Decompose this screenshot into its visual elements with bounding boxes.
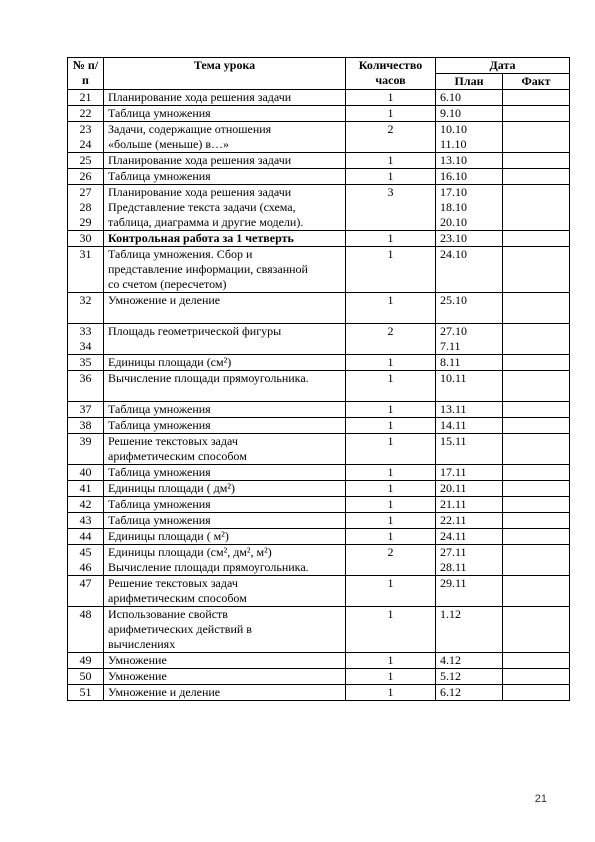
lesson-topic <box>104 247 346 293</box>
lesson-number-line: 34 <box>79 339 92 353</box>
lesson-topic-line: Таблица умножения <box>108 513 211 527</box>
plan-date-line: 20.10 <box>440 215 467 229</box>
lesson-number-line: 28 <box>79 200 92 214</box>
lesson-topic-line: Контрольная работа за 1 четверть <box>108 231 294 245</box>
lesson-number-line: 26 <box>79 169 92 183</box>
fact-date <box>503 529 570 545</box>
lesson-hours: 1 <box>346 529 436 545</box>
plan-date <box>436 607 503 653</box>
lesson-number-line: 36 <box>79 371 92 385</box>
table-row <box>68 122 570 153</box>
lesson-number <box>68 324 104 355</box>
plan-date <box>436 576 503 607</box>
lesson-topic-line: Таблица умножения <box>108 497 211 511</box>
lesson-number-line: 42 <box>79 497 92 511</box>
plan-date-line: 17.10 <box>440 185 467 199</box>
table-row <box>68 231 570 247</box>
lesson-number <box>68 607 104 653</box>
lesson-topic <box>104 481 346 497</box>
fact-date <box>503 481 570 497</box>
lesson-hours: 2 <box>346 324 436 355</box>
lesson-topic-line: Вычисление площади прямоугольника. <box>108 371 309 385</box>
lesson-topic-line: Единицы площади (см², дм², м²) <box>108 545 272 559</box>
fact-date <box>503 434 570 465</box>
plan-date-line: 28.11 <box>440 560 467 574</box>
fact-date <box>503 293 570 324</box>
lesson-hours: 1 <box>346 434 436 465</box>
lesson-number <box>68 371 104 402</box>
plan-date <box>436 685 503 701</box>
lesson-hours: 1 <box>346 513 436 529</box>
lesson-number-line: 21 <box>79 90 92 104</box>
lesson-number-line: 43 <box>79 513 92 527</box>
lesson-number-line: 27 <box>79 185 92 199</box>
table-row <box>68 497 570 513</box>
header-num: № п/п <box>68 58 104 90</box>
lesson-topic <box>104 497 346 513</box>
lesson-hours: 1 <box>346 653 436 669</box>
plan-date-line: 17.11 <box>440 465 467 479</box>
fact-date <box>503 231 570 247</box>
fact-date <box>503 122 570 153</box>
fact-date <box>503 355 570 371</box>
table-row <box>68 513 570 529</box>
plan-date <box>436 402 503 418</box>
lesson-topic-line: арифметических действий в <box>108 622 252 636</box>
lesson-topic <box>104 685 346 701</box>
plan-date <box>436 529 503 545</box>
plan-date-line: 18.10 <box>440 200 467 214</box>
lesson-topic-line: Планирование хода решения задачи <box>108 153 292 167</box>
table-row <box>68 371 570 402</box>
lesson-hours: 1 <box>346 576 436 607</box>
header-date: Дата <box>436 58 570 74</box>
lesson-number-line: 48 <box>79 607 92 621</box>
plan-date <box>436 324 503 355</box>
lesson-number <box>68 529 104 545</box>
lesson-topic <box>104 513 346 529</box>
plan-date <box>436 185 503 231</box>
plan-date <box>436 669 503 685</box>
table-row <box>68 434 570 465</box>
lesson-topic <box>104 418 346 434</box>
lesson-number-line: 51 <box>79 685 92 699</box>
lesson-topic-line: Умножение и деление <box>108 685 221 699</box>
lesson-topic-line: Умножение и деление <box>108 293 221 307</box>
lesson-topic-line: Таблица умножения <box>108 465 211 479</box>
plan-date <box>436 106 503 122</box>
plan-date-line: 5.12 <box>440 669 461 683</box>
lesson-topic-line: Единицы площади ( дм²) <box>108 481 235 495</box>
lesson-number <box>68 247 104 293</box>
lesson-topic <box>104 371 346 402</box>
lesson-topic-line: представление информации, связанной <box>108 262 308 276</box>
lesson-topic <box>104 669 346 685</box>
table-row <box>68 90 570 106</box>
fact-date <box>503 576 570 607</box>
lesson-topic-line <box>108 386 341 401</box>
lesson-hours: 1 <box>346 231 436 247</box>
plan-date-line: 6.12 <box>440 685 461 699</box>
lesson-hours: 1 <box>346 669 436 685</box>
lesson-topic-line: Таблица умножения. Сбор и <box>108 247 253 261</box>
fact-date <box>503 685 570 701</box>
lesson-topic-line: Планирование хода решения задачи <box>108 90 292 104</box>
lesson-number <box>68 481 104 497</box>
table-row <box>68 669 570 685</box>
lesson-number-line: 45 <box>79 545 92 559</box>
lesson-topic <box>104 122 346 153</box>
lesson-topic <box>104 90 346 106</box>
plan-date-line: 6.10 <box>440 90 461 104</box>
lesson-topic <box>104 185 346 231</box>
lesson-number-line: 22 <box>79 106 92 120</box>
fact-date <box>503 247 570 293</box>
table-row <box>68 169 570 185</box>
lesson-hours: 1 <box>346 247 436 293</box>
table-row <box>68 106 570 122</box>
lesson-number-line: 37 <box>79 402 92 416</box>
plan-date-line: 1.12 <box>440 607 461 621</box>
lesson-number-line: 44 <box>79 529 92 543</box>
lesson-hours: 1 <box>346 402 436 418</box>
fact-date <box>503 545 570 576</box>
lesson-topic <box>104 355 346 371</box>
lesson-topic <box>104 545 346 576</box>
table-row <box>68 355 570 371</box>
lesson-number-line: 50 <box>79 669 92 683</box>
table-row <box>68 402 570 418</box>
lesson-hours: 2 <box>346 122 436 153</box>
lesson-number-line: 33 <box>79 324 92 338</box>
lesson-hours: 1 <box>346 169 436 185</box>
lesson-topic <box>104 231 346 247</box>
lesson-topic-line: арифметическим способом <box>108 449 247 463</box>
lesson-number-line: 40 <box>79 465 92 479</box>
fact-date <box>503 324 570 355</box>
table-row <box>68 545 570 576</box>
fact-date <box>503 465 570 481</box>
table-body <box>68 90 570 701</box>
lesson-hours: 3 <box>346 185 436 231</box>
lesson-topic <box>104 653 346 669</box>
plan-date <box>436 481 503 497</box>
lesson-topic-line: Вычисление площади прямоугольника. <box>108 560 309 574</box>
lesson-hours: 1 <box>346 293 436 324</box>
lesson-number <box>68 545 104 576</box>
lesson-topic <box>104 607 346 653</box>
lesson-number-line: 38 <box>79 418 92 432</box>
lesson-topic-line: Использование свойств <box>108 607 228 621</box>
lesson-number-line: 46 <box>79 560 92 574</box>
table-row <box>68 653 570 669</box>
plan-date <box>436 153 503 169</box>
plan-date-line: 25.10 <box>440 293 467 307</box>
lesson-number <box>68 576 104 607</box>
fact-date <box>503 653 570 669</box>
fact-date <box>503 90 570 106</box>
plan-date <box>436 231 503 247</box>
lesson-number-line: 29 <box>79 215 92 229</box>
fact-date <box>503 607 570 653</box>
plan-date-line: 4.12 <box>440 653 461 667</box>
lesson-topic-line: Представление текста задачи (схема, <box>108 200 296 214</box>
plan-date <box>436 513 503 529</box>
lesson-hours: 1 <box>346 685 436 701</box>
lesson-topic <box>104 169 346 185</box>
lesson-number <box>68 90 104 106</box>
fact-date <box>503 153 570 169</box>
plan-date-line: 13.10 <box>440 153 467 167</box>
lesson-topic-line: Решение текстовых задач <box>108 434 238 448</box>
lesson-number <box>68 513 104 529</box>
fact-date <box>503 402 570 418</box>
lesson-topic <box>104 434 346 465</box>
lesson-hours: 1 <box>346 371 436 402</box>
plan-date-line: 11.10 <box>440 137 467 151</box>
plan-date-line: 8.11 <box>440 355 461 369</box>
fact-date <box>503 169 570 185</box>
lesson-topic-line: вычислениях <box>108 637 176 651</box>
plan-date <box>436 247 503 293</box>
lesson-topic <box>104 465 346 481</box>
table-row <box>68 685 570 701</box>
table-row <box>68 465 570 481</box>
table-row <box>68 418 570 434</box>
lesson-number-line: 30 <box>79 231 92 245</box>
plan-date-line: 10.11 <box>440 371 467 385</box>
table-row <box>68 576 570 607</box>
lesson-hours: 1 <box>346 153 436 169</box>
fact-date <box>503 185 570 231</box>
lesson-hours: 1 <box>346 106 436 122</box>
plan-date <box>436 465 503 481</box>
lesson-number <box>68 418 104 434</box>
lesson-number <box>68 685 104 701</box>
lesson-number-line: 31 <box>79 247 92 261</box>
plan-date <box>436 355 503 371</box>
lesson-number <box>68 653 104 669</box>
lesson-topic-line: со счетом (пересчетом) <box>108 277 227 291</box>
lesson-number <box>68 355 104 371</box>
lesson-number <box>68 122 104 153</box>
lesson-hours: 2 <box>346 545 436 576</box>
header-fact: Факт <box>503 74 570 90</box>
lesson-topic-line: Планирование хода решения задачи <box>108 185 292 199</box>
header-hours: Количество часов <box>346 58 436 90</box>
lesson-topic <box>104 576 346 607</box>
lesson-number <box>68 153 104 169</box>
fact-date <box>503 497 570 513</box>
header-topic: Тема урока <box>104 58 346 90</box>
plan-date <box>436 418 503 434</box>
lesson-number-line: 47 <box>79 576 92 590</box>
fact-date <box>503 371 570 402</box>
lesson-topic-line: Умножение <box>108 669 167 683</box>
lesson-number-line: 25 <box>79 153 92 167</box>
lesson-hours: 1 <box>346 90 436 106</box>
table-row <box>68 607 570 653</box>
lesson-number-line: 49 <box>79 653 92 667</box>
lesson-number-line: 24 <box>79 137 92 151</box>
lesson-hours: 1 <box>346 481 436 497</box>
lesson-number <box>68 402 104 418</box>
lesson-number <box>68 497 104 513</box>
lesson-topic-line: Единицы площади (см²) <box>108 355 232 369</box>
lesson-number-line: 41 <box>79 481 92 495</box>
lesson-topic-line: Решение текстовых задач <box>108 576 238 590</box>
plan-date-line: 24.10 <box>440 247 467 261</box>
lesson-hours: 1 <box>346 418 436 434</box>
table-row <box>68 293 570 324</box>
lesson-plan-table <box>67 57 570 701</box>
lesson-number <box>68 231 104 247</box>
lesson-number-line: 39 <box>79 434 92 448</box>
lesson-topic-line: Таблица умножения <box>108 402 211 416</box>
plan-date <box>436 497 503 513</box>
lesson-number-line: 23 <box>79 122 92 136</box>
plan-date <box>436 90 503 106</box>
lesson-topic-line: Единицы площади ( м²) <box>108 529 229 543</box>
plan-date-line: 10.10 <box>440 122 467 136</box>
plan-date-line: 27.11 <box>440 545 467 559</box>
lesson-topic-line: Площадь геометрической фигуры <box>108 324 282 338</box>
fact-date <box>503 106 570 122</box>
plan-date-line: 23.10 <box>440 231 467 245</box>
plan-date <box>436 122 503 153</box>
fact-date <box>503 513 570 529</box>
lesson-topic-line <box>108 308 341 323</box>
header-plan: План <box>436 74 503 90</box>
plan-date-line: 20.11 <box>440 481 467 495</box>
plan-date-line: 27.10 <box>440 324 467 338</box>
lesson-number-line: 35 <box>79 355 92 369</box>
page-number: 21 <box>534 793 547 805</box>
lesson-hours: 1 <box>346 497 436 513</box>
fact-date <box>503 669 570 685</box>
plan-date <box>436 434 503 465</box>
plan-date-line: 16.10 <box>440 169 467 183</box>
plan-date <box>436 169 503 185</box>
lesson-topic-line: Задачи, содержащие отношения <box>108 122 272 136</box>
plan-date-line: 7.11 <box>440 339 461 353</box>
lesson-number <box>68 169 104 185</box>
lesson-number <box>68 434 104 465</box>
header-row <box>68 58 570 74</box>
lesson-number <box>68 293 104 324</box>
lesson-topic-line: Таблица умножения <box>108 106 211 120</box>
lesson-topic <box>104 106 346 122</box>
lesson-number <box>68 465 104 481</box>
lesson-topic-line: Таблица умножения <box>108 169 211 183</box>
lesson-topic-line: арифметическим способом <box>108 591 247 605</box>
plan-date-line: 15.11 <box>440 434 467 448</box>
lesson-number <box>68 185 104 231</box>
lesson-hours: 1 <box>346 355 436 371</box>
plan-date-line: 21.11 <box>440 497 467 511</box>
lesson-topic-line: таблица, диаграмма и другие модели). <box>108 215 304 229</box>
lesson-topic-line: «больше (меньше) в…» <box>108 137 230 151</box>
plan-date <box>436 545 503 576</box>
lesson-hours: 1 <box>346 465 436 481</box>
table-row <box>68 324 570 355</box>
plan-date <box>436 293 503 324</box>
lesson-number <box>68 106 104 122</box>
table-row <box>68 247 570 293</box>
lesson-topic <box>104 153 346 169</box>
lesson-number <box>68 669 104 685</box>
lesson-number-line: 32 <box>79 293 92 307</box>
table-row <box>68 481 570 497</box>
plan-date-line: 24.11 <box>440 529 467 543</box>
plan-date-line: 29.11 <box>440 576 467 590</box>
table-row <box>68 529 570 545</box>
plan-date <box>436 653 503 669</box>
plan-date-line: 13.11 <box>440 402 467 416</box>
plan-date-line: 22.11 <box>440 513 467 527</box>
lesson-topic <box>104 324 346 355</box>
lesson-topic <box>104 529 346 545</box>
fact-date <box>503 418 570 434</box>
lesson-topic <box>104 402 346 418</box>
lesson-topic-line: Умножение <box>108 653 167 667</box>
table-row <box>68 153 570 169</box>
plan-date <box>436 371 503 402</box>
plan-date-line: 14.11 <box>440 418 467 432</box>
table-row <box>68 185 570 231</box>
lesson-hours: 1 <box>346 607 436 653</box>
plan-date-line: 9.10 <box>440 106 461 120</box>
lesson-topic-line: Таблица умножения <box>108 418 211 432</box>
lesson-topic <box>104 293 346 324</box>
